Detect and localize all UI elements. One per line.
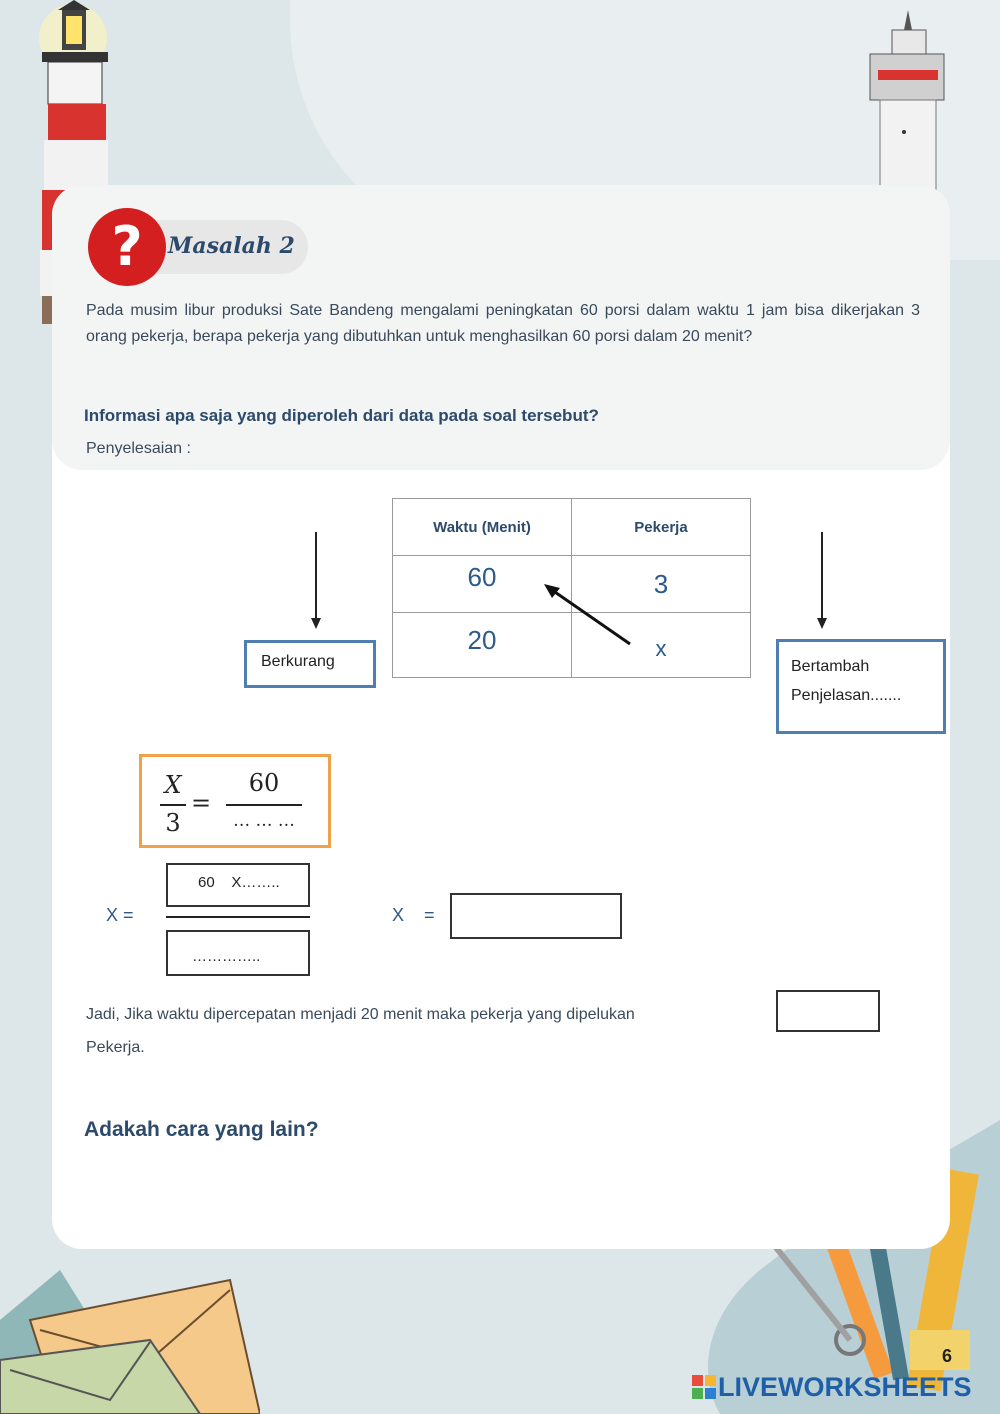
table-cell: 3 — [572, 556, 751, 613]
question-mark-icon: ? — [88, 208, 166, 286]
down-arrow-right-icon — [814, 532, 830, 630]
page-number: 6 — [942, 1346, 953, 1366]
calc-fraction-bar — [166, 916, 310, 918]
guiding-question: Informasi apa saja yang diperoleh dari data pada soal tersebut? — [84, 406, 599, 425]
solution-label: Penyelesaian : — [86, 440, 191, 457]
problem-title: Masalah 2 — [168, 233, 295, 259]
diagonal-arrow-icon — [540, 582, 636, 648]
x-equals-label: X = — [106, 905, 134, 925]
worker-answer-input[interactable] — [776, 990, 880, 1032]
denominator-input-box[interactable] — [166, 930, 310, 976]
numerator-input-box[interactable] — [166, 863, 310, 907]
table-cell: x — [572, 613, 751, 678]
liveworksheets-icon — [692, 1375, 716, 1399]
bertambah-box[interactable] — [776, 639, 946, 734]
conclusion-text — [86, 998, 786, 1064]
down-arrow-left-icon — [308, 532, 324, 630]
berkurang-box — [244, 640, 376, 688]
watermark-text: LIVEWORKSHEETS — [718, 1372, 972, 1402]
alternative-method-heading: Adakah cara yang lain? — [84, 1118, 319, 1141]
conclusion-suffix: Pekerja. — [86, 1039, 145, 1056]
left-denominator: 3 — [165, 809, 181, 837]
right-numerator: 60 — [248, 769, 280, 797]
column-header-waktu: Waktu (Menit) — [393, 499, 572, 556]
left-fraction-bar — [160, 804, 186, 806]
tower-right-illustration — [856, 10, 946, 200]
table-header-row — [393, 499, 751, 556]
table-cell: 20 — [393, 613, 572, 678]
table-cell: 60 — [393, 556, 572, 613]
envelopes-illustration — [0, 1230, 260, 1414]
left-numerator: X — [164, 771, 182, 799]
equals-sign: = — [190, 789, 212, 817]
berkurang-label: Berkurang — [261, 653, 335, 670]
conclusion-line: Jadi, Jika waktu dipercepatan menjadi 20 menit maka pekerja yang dipelukan — [86, 1006, 635, 1023]
x-result-label: X = — [392, 905, 435, 925]
problem-statement: Pada musim libur produksi Sate Bandeng mengalami peningkatan 60 porsi dalam waktu 1 jam bisa dikerjakan 3 orang pekerja, berapa pekerja yang dibutuhkan untuk menghasilkan 60 porsi dalam 20 menit? — [86, 302, 920, 345]
numerator-text: 60 X…….. — [198, 874, 280, 891]
column-header-pekerja: Pekerja — [572, 499, 751, 556]
bertambah-label: Bertambah — [791, 658, 870, 675]
liveworksheets-logo — [692, 1372, 972, 1403]
right-denominator: … … … — [233, 811, 295, 831]
penjelasan-label: Penjelasan....... — [791, 687, 902, 704]
denominator-text: ………….. — [192, 948, 261, 965]
proportion-box — [139, 754, 331, 848]
right-fraction-bar — [226, 804, 302, 806]
x-answer-input[interactable] — [450, 893, 622, 939]
